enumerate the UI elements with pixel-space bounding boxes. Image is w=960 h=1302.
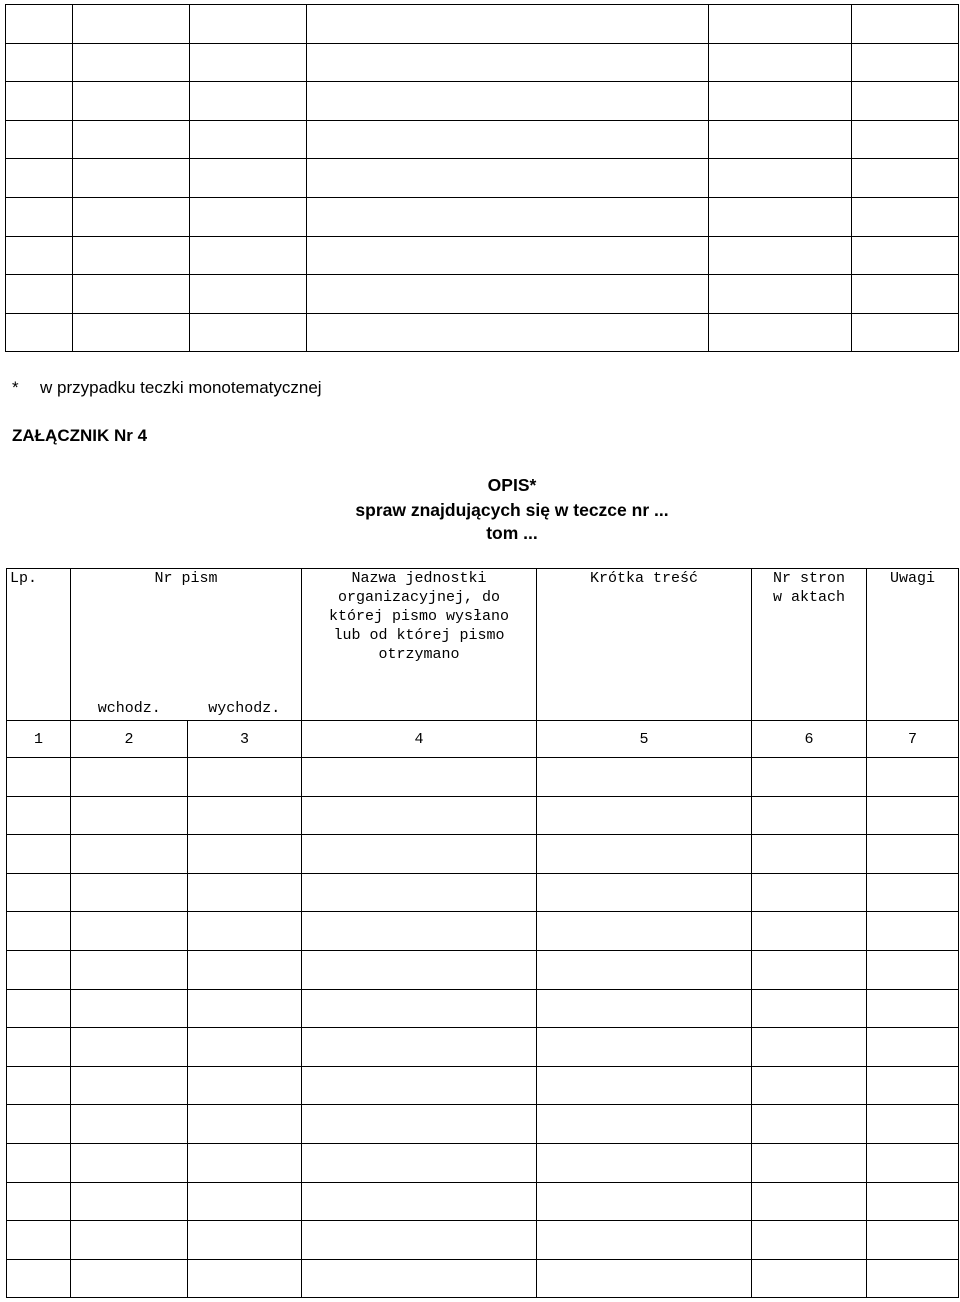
empty-cell: [7, 1066, 71, 1105]
empty-cell: [709, 275, 852, 314]
empty-cell: [302, 796, 537, 835]
empty-cell: [73, 275, 190, 314]
empty-cell: [537, 912, 752, 951]
empty-cell: [73, 197, 190, 236]
empty-cell: [7, 873, 71, 912]
empty-cell: [302, 912, 537, 951]
empty-cell: [6, 120, 73, 159]
empty-cell: [6, 5, 73, 44]
empty-cell: [188, 1028, 302, 1067]
empty-cell: [852, 275, 959, 314]
empty-cell: [7, 1105, 71, 1144]
empty-row: [7, 912, 959, 951]
empty-cell: [71, 1182, 188, 1221]
header-nazwa-line: której pismo wysłano: [329, 608, 510, 625]
column-number: 2: [71, 721, 188, 758]
empty-cell: [852, 82, 959, 121]
header-nazwa-line: lub od której pismo: [333, 627, 505, 644]
empty-cell: [6, 43, 73, 82]
empty-cell: [7, 989, 71, 1028]
empty-row: [7, 873, 959, 912]
empty-cell: [752, 1221, 867, 1260]
footnote-text: w przypadku teczki monotematycznej: [40, 378, 322, 397]
empty-cell: [7, 1028, 71, 1067]
empty-cell: [188, 796, 302, 835]
empty-row: [7, 1221, 959, 1260]
empty-row: [7, 1105, 959, 1144]
heading-subtitle: spraw znajdujących się w teczce nr ...: [355, 500, 669, 520]
empty-row: [6, 197, 959, 236]
heading-volume: tom ...: [486, 523, 538, 543]
column-number: 6: [752, 721, 867, 758]
empty-cell: [709, 82, 852, 121]
empty-cell: [7, 835, 71, 874]
empty-cell: [7, 758, 71, 797]
empty-cell: [71, 835, 188, 874]
empty-cell: [302, 1143, 537, 1182]
empty-cell: [188, 1182, 302, 1221]
empty-cell: [867, 1259, 959, 1298]
empty-cell: [537, 835, 752, 874]
empty-cell: [302, 1259, 537, 1298]
empty-cell: [752, 796, 867, 835]
empty-cell: [190, 43, 307, 82]
column-number: 3: [188, 721, 302, 758]
empty-cell: [73, 120, 190, 159]
empty-cell: [188, 835, 302, 874]
empty-cell: [537, 1143, 752, 1182]
empty-cell: [537, 1028, 752, 1067]
footnote: [12, 378, 322, 398]
empty-row: [6, 43, 959, 82]
empty-row: [7, 1143, 959, 1182]
empty-cell: [752, 873, 867, 912]
empty-cell: [709, 120, 852, 159]
empty-cell: [752, 912, 867, 951]
empty-cell: [752, 835, 867, 874]
empty-cell: [188, 873, 302, 912]
empty-cell: [190, 197, 307, 236]
header-tresc: Krótka treść: [537, 569, 752, 721]
empty-cell: [188, 1221, 302, 1260]
empty-row: [7, 758, 959, 797]
empty-cell: [73, 5, 190, 44]
empty-cell: [709, 159, 852, 198]
empty-cell: [537, 950, 752, 989]
empty-row: [7, 1259, 959, 1298]
header-nazwa-line: Nazwa jednostki: [351, 570, 487, 587]
empty-cell: [302, 1221, 537, 1260]
empty-cell: [190, 120, 307, 159]
empty-cell: [71, 989, 188, 1028]
header-strony: [752, 569, 867, 721]
empty-cell: [867, 912, 959, 951]
empty-cell: [7, 1143, 71, 1182]
column-number: 7: [867, 721, 959, 758]
empty-cell: [6, 197, 73, 236]
empty-cell: [6, 275, 73, 314]
empty-cell: [190, 275, 307, 314]
header-wchodz: wchodz.: [71, 588, 188, 721]
empty-cell: [6, 159, 73, 198]
empty-cell: [7, 796, 71, 835]
empty-cell: [307, 313, 709, 352]
empty-cell: [752, 1182, 867, 1221]
empty-row: [6, 120, 959, 159]
empty-cell: [537, 1259, 752, 1298]
empty-cell: [752, 950, 867, 989]
empty-cell: [71, 1221, 188, 1260]
empty-cell: [537, 796, 752, 835]
empty-cell: [307, 236, 709, 275]
empty-cell: [709, 197, 852, 236]
empty-cell: [867, 1066, 959, 1105]
empty-cell: [709, 5, 852, 44]
empty-cell: [752, 1028, 867, 1067]
empty-cell: [709, 43, 852, 82]
empty-cell: [752, 1066, 867, 1105]
empty-cell: [71, 912, 188, 951]
empty-cell: [190, 159, 307, 198]
empty-row: [6, 275, 959, 314]
empty-cell: [302, 989, 537, 1028]
empty-cell: [302, 1028, 537, 1067]
empty-cell: [537, 873, 752, 912]
empty-cell: [73, 313, 190, 352]
empty-cell: [73, 43, 190, 82]
empty-cell: [752, 1259, 867, 1298]
header-nazwa-line: organizacyjnej, do: [338, 589, 501, 606]
heading-title: OPIS*: [487, 475, 537, 495]
register-table: [6, 568, 959, 1298]
empty-cell: [302, 1066, 537, 1105]
empty-cell: [302, 873, 537, 912]
empty-cell: [537, 1105, 752, 1144]
empty-cell: [709, 236, 852, 275]
empty-cell: [307, 82, 709, 121]
header-strony-line: Nr stron: [773, 570, 846, 587]
empty-cell: [188, 758, 302, 797]
empty-cell: [852, 313, 959, 352]
empty-cell: [302, 1182, 537, 1221]
empty-cell: [71, 1028, 188, 1067]
empty-cell: [852, 43, 959, 82]
empty-cell: [71, 1066, 188, 1105]
empty-cell: [852, 159, 959, 198]
empty-cell: [867, 835, 959, 874]
empty-cell: [188, 950, 302, 989]
empty-cell: [73, 159, 190, 198]
empty-cell: [867, 1028, 959, 1067]
empty-row: [6, 313, 959, 352]
empty-cell: [302, 835, 537, 874]
empty-cell: [307, 5, 709, 44]
empty-cell: [852, 236, 959, 275]
empty-cell: [73, 236, 190, 275]
empty-cell: [537, 758, 752, 797]
empty-cell: [537, 1221, 752, 1260]
empty-cell: [307, 197, 709, 236]
empty-cell: [867, 796, 959, 835]
empty-cell: [71, 1259, 188, 1298]
empty-cell: [537, 1066, 752, 1105]
header-strony-line: w aktach: [773, 589, 846, 606]
empty-cell: [302, 950, 537, 989]
empty-cell: [188, 1105, 302, 1144]
empty-cell: [867, 1182, 959, 1221]
empty-cell: [867, 1221, 959, 1260]
top-empty-table: [5, 4, 959, 352]
header-nazwa-line: otrzymano: [378, 646, 460, 663]
empty-cell: [752, 758, 867, 797]
empty-row: [7, 950, 959, 989]
empty-row: [7, 835, 959, 874]
empty-cell: [307, 275, 709, 314]
empty-cell: [537, 989, 752, 1028]
empty-cell: [190, 236, 307, 275]
empty-cell: [852, 197, 959, 236]
empty-row: [7, 796, 959, 835]
empty-row: [6, 82, 959, 121]
empty-cell: [867, 950, 959, 989]
header-nr-pism: Nr pism: [71, 569, 302, 589]
empty-cell: [71, 796, 188, 835]
empty-cell: [302, 758, 537, 797]
empty-cell: [6, 82, 73, 121]
empty-cell: [7, 1221, 71, 1260]
empty-cell: [71, 1143, 188, 1182]
empty-cell: [852, 5, 959, 44]
empty-cell: [71, 758, 188, 797]
empty-cell: [537, 1182, 752, 1221]
empty-cell: [852, 120, 959, 159]
annex-title: ZAŁĄCZNIK Nr 4: [12, 426, 148, 445]
empty-cell: [188, 1143, 302, 1182]
empty-row: [6, 159, 959, 198]
empty-cell: [190, 82, 307, 121]
empty-cell: [71, 1105, 188, 1144]
empty-cell: [7, 1259, 71, 1298]
empty-cell: [752, 1143, 867, 1182]
empty-cell: [188, 912, 302, 951]
column-number: 4: [302, 721, 537, 758]
empty-cell: [7, 912, 71, 951]
empty-cell: [7, 1182, 71, 1221]
header-row: [7, 569, 959, 589]
empty-cell: [752, 989, 867, 1028]
empty-cell: [307, 159, 709, 198]
empty-cell: [71, 873, 188, 912]
header-nazwa: [302, 569, 537, 721]
empty-cell: [307, 120, 709, 159]
column-number: 5: [537, 721, 752, 758]
empty-cell: [73, 82, 190, 121]
column-number: 1: [7, 721, 71, 758]
header-uwagi: Uwagi: [867, 569, 959, 721]
empty-cell: [867, 989, 959, 1028]
empty-cell: [867, 873, 959, 912]
empty-cell: [307, 43, 709, 82]
empty-row: [7, 989, 959, 1028]
empty-cell: [7, 950, 71, 989]
empty-cell: [6, 236, 73, 275]
column-numbers-row: [7, 721, 959, 758]
empty-cell: [188, 989, 302, 1028]
empty-cell: [867, 1105, 959, 1144]
empty-cell: [71, 950, 188, 989]
empty-cell: [6, 313, 73, 352]
empty-row: [7, 1028, 959, 1067]
empty-row: [6, 5, 959, 44]
empty-cell: [709, 313, 852, 352]
empty-cell: [190, 5, 307, 44]
empty-row: [6, 236, 959, 275]
empty-cell: [188, 1259, 302, 1298]
header-lp: Lp.: [7, 569, 71, 589]
empty-cell: [188, 1066, 302, 1105]
empty-row: [7, 1066, 959, 1105]
empty-cell: [190, 313, 307, 352]
empty-cell: [867, 1143, 959, 1182]
footnote-marker: *: [12, 378, 19, 397]
empty-cell: [752, 1105, 867, 1144]
empty-cell: [867, 758, 959, 797]
empty-cell: [302, 1105, 537, 1144]
header-wychodz: wychodz.: [188, 588, 302, 721]
empty-row: [7, 1182, 959, 1221]
header-lp-cont: [7, 588, 71, 721]
